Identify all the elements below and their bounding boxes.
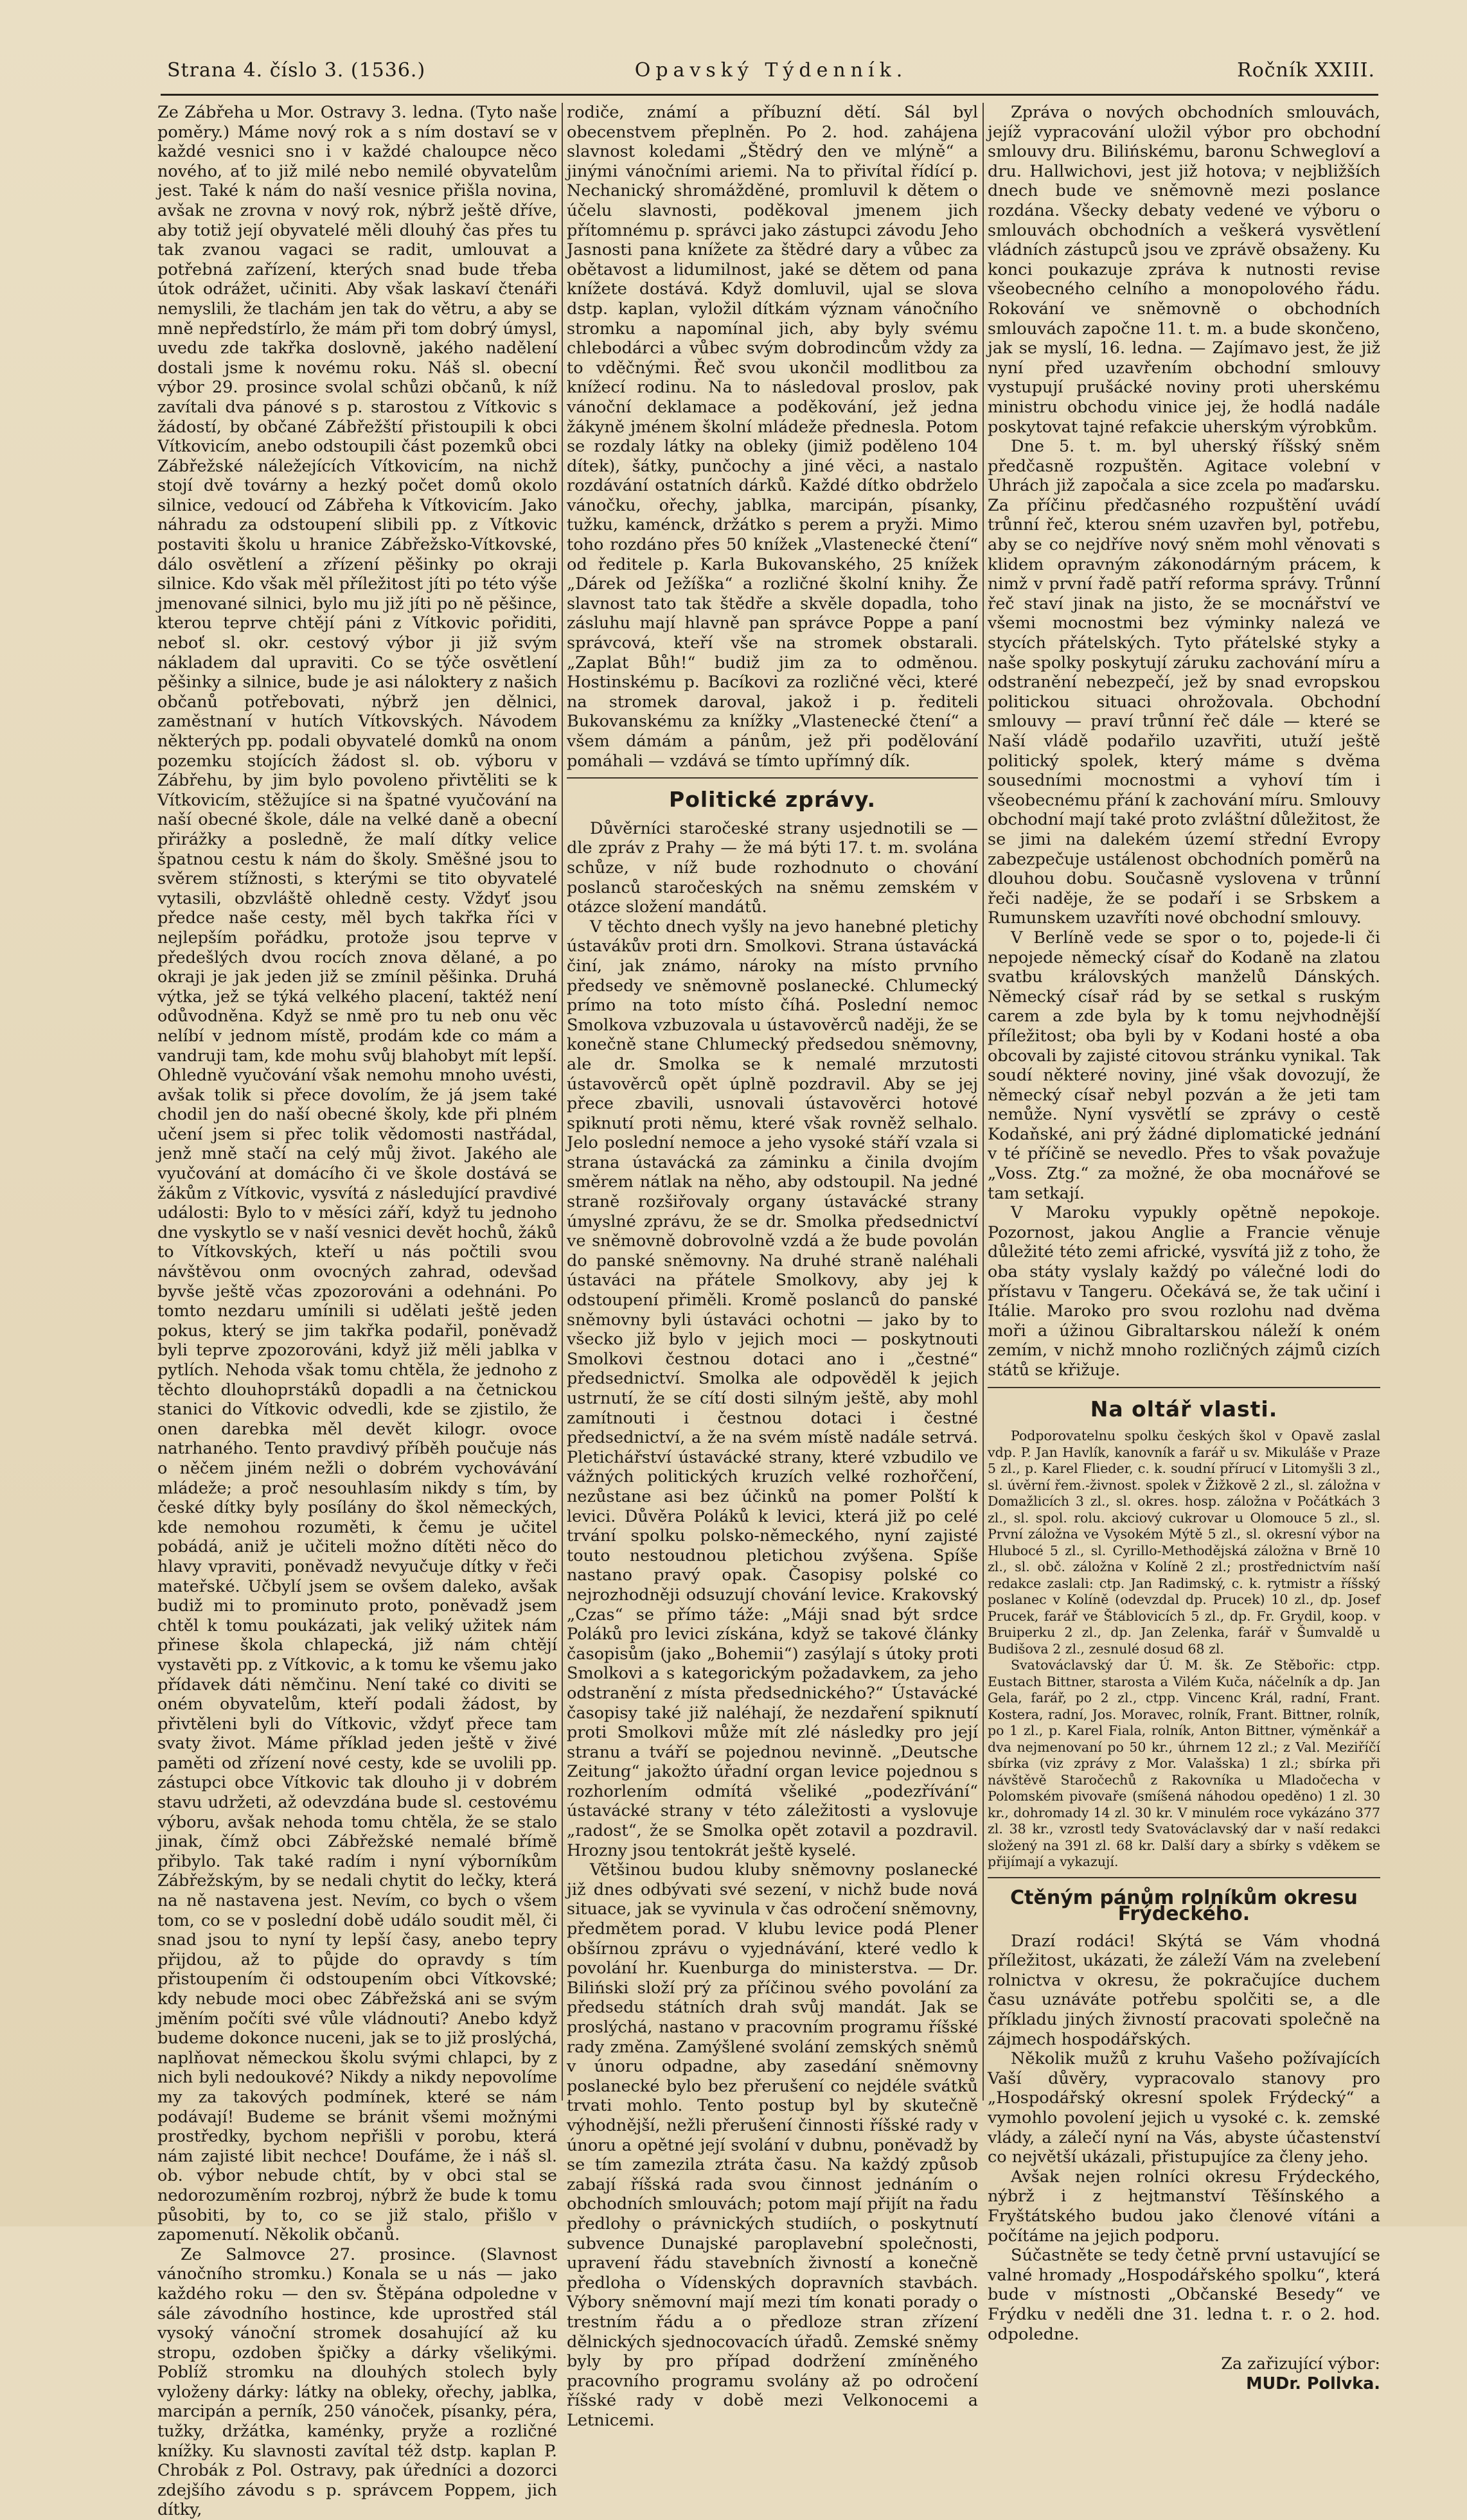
appeal-paragraph-4: Súčastněte se tedy četně první ustavující se valné hromady „Hospodářského spolku“, která bude v místnosti „Občanské Besedy“ ve Frýdku v neděli dne 31. ledna t. r. o 2. hod. odpoledne. [988,2246,1380,2344]
donations-list: Podporovatelnu spolku českých škol v Opavě zaslal vdp. P. Jan Havlík, kanovník a farář u sv. Mikuláše v Praze 5 zl., p. Karel Flieder, c. k. soudní přírucí v Litomyšli 3 zl., sl. úvěrní řem.-živnost. spolek v Žižkově 2 zl., sl. záložna v Domažlicích 3 zl., sl. okres. hosp. záložna v Počátkách 3 zl., sl. spol. rolu. akciový cukrovar u Olomouce 5 zl., sl. První záložna ve Vysokém Mýtě 5 zl., sl. okresní výbor na Hlubocé 5 zl., sl. Cyrillo-Methodějská záložna v Brně 10 zl., sl. obč. záložna v Kolíně 2 zl.; prostřednictvím naší redakce zaslali: ctp. Jan Radimský, c. k. rytmistr a říšský poslanec v Kolíně (odevzdal dp. Prucek) 10 zl., dp. Josef Prucek, farář ve Štáblovicích 5 zl., dp. Fr. Grydil, koop. v Bruiperku 2 zl., dp. Jan Zelenka, farář v Šumvaldě u Budišova 2 zl., zesnulé dosud 68 zl. [988,1428,1380,1657]
header-masthead: Opavský Týdenník. [634,59,908,82]
appeal-paragraph-3: Avšak nejen rolníci okresu Frýdeckého, nýbrž i z hejtmanství Těšínského a Fryštátského budou jako členové vítáni a počítáme na jejich podporu. [988,2167,1380,2246]
section-title-politicke-zpravy: Politické zprávy. [669,787,876,813]
news-smolka: V těchto dnech vyšly na jevo hanebné pletichy ústavákův proti drn. Smolkovi. Strana ústavácká činí, jak známo, nároky na místo prvního předsedy ve sněmovně poslanecké. Chlumecký prímo na toto místo číhá. Poslední nemoc Smolkova vzbuzovala u ústavověrců naději, že se konečně stane Chlumecký předsedou sněmovny, ale dr. Smolka se k nemalé mrzutosti ústavověrců opět úplně pozdravil. Aby se jej přece zbavili, usnovali ústavověrci hotové spiknutí proti němu, které však rovněž selhalo. Jelo poslední nemoce a jeho vysoké stáří vzala si strana ústavácká za záminku a činila dvojím směrem nátlak na něho, aby odstoupil. Na jedné straně rozšiřovaly organy ústavácké strany úmyslné zprávu, že se dr. Smolka předsednictví ve sněmovně dobrovolně vzdá a že bude povolán do panské sněmovny. Na druhé straně naléhali ústaváci na přátele Smolkovy, aby jej k odstoupení přiměli. Kromě poslanců do panské sněmovny byli ústaváci ochotni — jako by to všecko již bylo v jejich moci — poskytnouti Smolkovi čestnou dotaci ano i „čestné“ předsednictví. Smolka ale odpověděl k jejich ustrnutí, že se cítí dosti silným ještě, aby mohl zamítnouti i čestnou dotaci i čestné předsednictví, a že na svém místě nadále setrvá. Pletichářství ústavácké strany, které vzbudilo ve vážných politických kruzích velké rozhořčení, nezůstane asi bez účinků na pomer Polští k levici. Důvěra Poláků k levici, která již po celé trvání spolku polsko-německého, nyní zajisté touto nestoudnou pletichou zvýšena. Spíše nastano pravý opak. Časopisy polské co nejrozhodněji odsuzují chování levice. Krakovský „Czas“ se přímo táže: „Máji snad být srdce Poláků pro levici získána, když se takové články časopisům (jako „Bohemii“) zasýlají s útoky proti Smolkovi a s kategorickým požadavkem, za jeho odstranění z místa předsednického?“ Ústavácké časopisy také již naléhají, že nezdaření spiknutí proti Smolkovi může mít zlé následky pro její stranu a tváří se pojednou nevinně. „Deutsche Zeitung“ jakožto úřadní organ levice pojednou s rozhorlením odmítá všeliké „podezřívání“ ústavácké strany v této záležitosti a vyslovuje „radost“, že se Smolka opět zotavil a pozdravil. Hrozny jsou tentokrát ještě kyselé. [567,917,978,1860]
news-maroko: V Maroku vypukly opětně nepokoje. Pozornost, jakou Anglie a Francie věnuje důležité této zemi africké, vysvítá již z toho, že oba státy vyslaly každý po válečné lodi do přístavu v Tangeru. Očekává se, že tak učiní i Itálie. Maroko pro svou rozlohu nad dvěma moři a úžinou Gibraltarskou náleží k oném zemím, v nichž mnoho rozličných zájmů cizích států se křižuje. [988,1203,1380,1380]
section-rule [988,1387,1380,1388]
page-header [167,59,1375,91]
section-rule [988,1877,1380,1878]
column-divider-1 [562,103,563,2101]
header-page-number: Strana 4. číslo 3. (1536.) [167,59,426,82]
news-kluby-snemovny: Většinou budou kluby sněmovny poslanecké již dnes odbývati své sezení, v nichž bude nová situace, jak se vyvinula v čas odročení sněmovny, předmětem porad. V klubu levice podá Plener obšírnou zprávu o vyjednávání, které vedlo k povolání hr. Kuenburga do ministerstva. — Dr. Biliński složí prý za příčinou svého povolání za předsedu státních drah svůj mandát. Jak se proslýchá, nastano v pracovním programu říšské rady změna. Zamýšlené svolání zemských sněmů v únoru odpadne, aby zasedání sněmovny poslanecké bylo bez přerušení co nejdéle svátků trvati mohlo. Tento postup byl by skutečně výhodnější, nežli přerušení činnosti říšské rady v únoru a opětné její svolání v dubnu, poněvadž by se tím zamezila ztráta času. Na každý způsob zabají říšská rada svou činnost jednáním o obchodních smlouvách; potom mají přijít na řadu předlohy o právnických studiích, o poskytnutí subvence Dunajské paroplavební společnosti, upravení řádu stavebních živností a konečně předloha o Vídenských dopravních stavbách. Výbory sněmovní mají mezi tím konati porady o trestním řádu a o předloze stran zřízení dělnických sjednocovacích úřadů. Zemské sněmy byly by pro případ dodržení zmíněného pracovního programu svolány až po odročení říšské rady v době mezi Velkonocemi a Letnicemi. [567,1860,978,2430]
section-title-na-oltar-vlasti: Na oltář vlasti. [1090,1396,1278,1422]
header-volume: Ročník XXIII. [1237,59,1375,82]
column-2 [567,103,978,2430]
news-staroceska-strana: Důvěrníci staročeské strany usjednotili se — dle zpráv z Prahy — že má býti 17. t. m. svolána schůze, v níž bude rozhodnuto o chování poslanců staročeských na sněmu zemském v otázce složení mandátů. [567,818,978,917]
donations-svatovaclavsky-dar: Svatováclavský dar Ú. M. šk. Ze Stěbořic: ctpp. Eustach Bittner, starosta a Vilém Kuča, náčelník a dp. Jan Gela, farář, po 2 zl., ctpp. Vincenc Král, radní, Frant. Kostera, radní, Jos. Moravec, rolník, Frant. Bittner, rolník, po 1 zl., p. Karel Fiala, rolník, Anton Bittner, výměnkář a dva nejmenovaní po 50 kr., úhrnem 12 zl.; z Val. Meziříčí sbírka (viz zprávy z Mor. Valašska) 1 zl.; sbírka při návštěvě Staročechů z Rakovníka u Mladočecha v Polomském pivovaře (smíšená náhodou opeděno) 1 zl. 30 kr., dohromady 14 zl. 30 kr. V minulém roce vykázáno 377 zl. 38 kr., vzrostl tedy Svatováclavský dar v naší redakci složený na 391 zl. 68 kr. Další dary a sbírky s vděkem se přijímají a vykazují. [988,1657,1380,1870]
signature-committee: Za zařizující výbor: [1221,2354,1380,2374]
section-title-rolnikum: Ctěným pánům rolníkům okresu Frýdeckého. [1010,1886,1358,1926]
appeal-paragraph-1: Drazí rodáci! Skýtá se Vám vhodná příležitost, ukázati, že záleží Vám na zvelebení rolnictva v okresu, že pokračujíce duchem času uznáváte potřebu spolčiti se, a dle příkladu jiných živností pracovati společně na zájmech hospodářských. [988,1931,1380,2049]
column-divider-2 [982,103,984,2101]
section-rule [567,777,978,779]
news-uhersky-snem: Dne 5. t. m. byl uherský říšský sněm předčasně rozpuštěn. Agitace volební v Uhrách již započala a sice zcela po maďarsku. Za příčinu předčasného rozpuštění uvádí trůnní řeč, kterou sném uzavřen byl, potřebu, aby se co nejdříve nový sněm mohl věnovati s klidem opravným zákonodárným prácem, k nimž v první řadě patří reforma správy. Trůnní řeč staví jinak na jisto, že se mocnářství ve všemi mocnostmi bez výminky nalezá ve stycích přátelských. Tyto přátelské styky a naše spolky poskytují záruku zachování míru a odstranění nebezpečí, jež by snad evropskou politickou situaci ohrožovala. Obchodní smlouvy — praví trůnní řeč dále — které se Naší vládě podařilo uzavřiti, utuží ještě politický spolek, který máme s dvěma sousedními mocnostmi a vyhoví tím i všeobecnému přání k zachování míru. Smlouvy obchodní mají také proto zvláštní důležitost, že se jimi na dalekém území střední Evropy zabezpečuje ustálenost obchodních poměrů na dlouhou dobu. Současně vyslovena v trůnní řeči naděje, že se podaří i se Srbskem a Rumunskem uzavříti nové obchodní smlouvy. [988,437,1380,928]
news-berlin: V Berlíně vede se spor o to, pojede-li či nepojede německý císař do Kodaně na zlatou svatbu královských manželů Dánských. Německý císař rád by se setkal s ruským carem a zde byla by k tomu nejvhodnější příležitost; oba byli by v Kodani hosté a oba obcovali by zajisté citovou stránku vynikal. Tak soudí některé noviny, jiné však dovozují, že německý císař nebyl pozván a že jeti tam nemůže. Nyní vysvětlí se zprávy o cestě Kodaňské, ani prý žádné diplomatické jednání v té příčině se nevedlo. Přes to však považuje „Voss. Ztg.“ za možné, že oba mocnářové se tam setkají. [988,928,1380,1203]
header-rule [161,94,1378,96]
appeal-paragraph-2: Několik mužů z kruhu Vašeho požívajících Vaší důvěry, vypracovalo stanovy pro „Hospodářský okresní spolek Frýdecký“ a vymohlo povolení jejich u vysoké c. k. zemské vlády, a zálečí nyní na Vás, abyste účastenství co největší ukázali, přistupujíce za členy jeho. [988,2049,1380,2167]
news-obchodni-smlouvy: Zpráva o nových obchodních smlouvách, jejíž vypracování uložil výbor pro obchodní smlouvy dru. Bilińskému, baronu Schwegloví a dru. Hallwichovi, jest již hotova; v nejbližších dnech bude ve sněmovně mezi poslance rozdána. Všecky debaty vedené ve výboru o smlouvách obchodních a veškerá vysvětlení vládních zástupců jsou ve zprávě obsaženy. Ku konci poukazuje zpráva k nutnosti revise všeobecného celního a monopolového řádu. Rokování ve sněmovně o obchodních smlouvách započne 11. t. m. a bude skončeno, jak se myslí, 16. ledna. — Zajímavo jest, že již nyní před uzavřením obchodní smlouvy vystupují prušácké noviny proti uherskému ministru obchodu vinice jej, že hodlá nadále poskytovat tajné refakcie uherským výrobkům. [988,103,1380,437]
article-salmovec: Ze Salmovce 27. prosince. (Slavnost vánočního stromku.) Konala se u nás — jako každého roku — den sv. Štěpána odpoledne v sále závodního hostince, kde uprostřed stál vysoký vánoční stromek dosahující až ku stropu, ozdoben špičky a dárky všelikými. Poblíž stromku na dlouhých stolech byly vyloženy dárky: látky na obleky, ořechy, jablka, marcipán a perník, 250 vánoček, písanky, péra, tužky, držátka, kaménky, pryže a rozličné knížky. Ku slavnosti zavítal též dstp. kaplan P. Chrobák z Pol. Ostravy, pak úředníci a dozorci zdejšího závodu s p. správcem Poppem, jich dítky, [157,2244,557,2520]
column-3 [988,103,1380,2393]
signature-name: MUDr. Pollvka. [1246,2374,1380,2393]
article-zabreh: Ze Zábřeha u Mor. Ostravy 3. ledna. (Tyto naše poměry.) Máme nový rok a s ním dostaví se v každé vesnici sno i v každé chaloupce něco nového, ať to již milé nebo nemilé obyvatelům jest. Také k nám do naší vesnice přišla novina, avšak ne zrovna v nový rok, nýbrž ještě dříve, aby totiž její obyvatelé měli dlouhý čas přes tu tak zvanou vagaci se radit, umlouvat a potřebná zařízení, kterých snad bude třeba útok odrážet, učiniti. Aby však laskaví čtenáři nemyslili, že tlachám jen tak do větru, a aby se mně nepředstírlo, že mám při tom dobrý úmysl, uvedu zde takřka doslovně, jakého nadělení dostali jsme k novému roku. Náš sl. obecní výbor 29. prosince svolal schůzi občanů, k níž zavítali dva pánové s p. starostou z Vítkovic s žádostí, by občané Zábřežští přistoupili k obci Vítkovicím, anebo odstoupili část pozemků obci Zábřežské náležejících Vítkovicím, na nichž stojí dvě továrny a hezký počet domů okolo silnice, vedoucí od Zábřeha k Vítkovicím. Jako náhradu za odstoupení slibili pp. z Vítkovic postaviti školu u hranice Zábřežsko-Vítkovské, dálo osvětlení a zřízení pěšinky po okraji silnice. Kdo však měl příležitost jíti po této výše jmenované silnici, bylo mu již jíti po ně pěšince, kterou teprve chtějí páni z Vítkovic pořiditi, neboť sl. okr. cestový výbor ji již svým nákladem dal upraviti. Co se týče osvětlení pěšinky a silnice, bude je asi náloktery z našich občanů potřebovati, nýbrž jen dělnici, zaměstnaní v hutích Vítkovských. Návodem některých pp. podali obyvatelé domků na onom pozemku stojících žádost sl. ob. výboru v Zábřehu, by jim bylo povoleno přivtěliti se k Vítkovicím, stěžujíce si na špatné vyučování na naší obecné škole, dále na velké daně a obecní přirážky a posledně, že malí dítky velice špatnou cestu k nám do školy. Směšné jsou to svěrem stížnosti, s kterými se tito obyvatelé vytasili, obzvláště ohledně cesty. Vždyť jsou předce naše cesty, měl bych takřka říci v nejlepším pořádku, protože jsou teprve v předešlých dvou rocích znova dělané, a po okraji je jak jeden již se zmínil pěšinka. Druhá výtka, jež se týká velkého placení, taktéž není odůvodněna. Když se nmě pro tu neb onu věc nelíbí v jednom místě, prodám kde co mám a vandruji tam, kde mohu svůj blahobyt mít lepší. Ohledně vyučování však nemohu mnoho uvésti, avšak tolik si přece dovolím, že já jsem také chodil jen do naší obecné školy, kde při plném učení jsem si přec tolik vědomosti nastřádal, jenž mně stačí na celý můj život. Jakého ale vyučování at domácího či ve škole dostává se žákům z Vítkovic, vysvítá z následující pravdivé události: Bylo to v měsíci září, když tu jednoho dne vyskytlo se v naší vesnici devět hochů, žáků to Vítkovských, kteří u nás počtili svou návštěvou onm ovocných zahrad, odevšad byvše ještě včas zpozorováni a odehnáni. Po tomto nezdaru umínili si udělati ještě jeden pokus, který se jim takřka podařil, poněvadž byli teprve zpozorováni, když již měli jablka v pytlích. Nehoda však tomu chtěla, že jednoho z těchto dlouhoprstáků dopadli a na četnickou stanici do Vítkovic odvedli, kde se zjistilo, že onen darebka měl devět kilogr. ovoce natrhaného. Tento pravdivý příběh poučuje nás o něčem jiném nežli o dobrém vychovávání mládeže; a proč nesouhlasím nikdy s tím, by české dítky byly posílány do škol německých, kde nemohou rozuměti, k čemu je učitel pobádá, aniž je učiteli možno dítěti něco do hlavy vpraviti, poněvadž nevyučuje dítky v řeči mateřské. Učbylí jsem se ovšem daleko, avšak budiž mi to prominuto proto, poněvadž jsem chtěl k tomu poukázati, jak veliký užitek nám přinese škola chlapecká, již nám chtějí vystavěti pp. z Vítkovic, a k tomu ke všemu jako přídavek dáti němčinu. Není také co diviti se oném obyvatelům, kteří podali žádost, by přivtěleni byli do Vítkovic, vždyť přece tam svaty život. Máme příklad jeden ještě v živé paměti od zřízení nové cesty, kde se uvolili pp. zástupci obce Vítkovic tak dlouho ji v dobrém stavu udržeti, až odevzdána bude sl. cestovému výboru, avšak nehoda tomu chtěla, že se stalo jinak, čímž obci Zábřežské nemalé břímě přibylo. Tak také radím i nyní výborníkům Zábřežským, by se nedali chytit do lečky, která na ně nastavena jest. Nevím, co bych o všem tom, co se v poslední době událo soudit měl, či snad jsou to nyní ty lepší časy, anebo tepry přijdou, až to půjde do opravdy s tím přistoupením či odstoupením obci Vítkovské; kdy nebude moci obec Zábřežská ani se svým jměním počíti své vůle vládnouti? Anebo když budeme dokonce nuceni, jak se to již proslýchá, naplňovat německou školu svými chlapci, by z nich byli nedoukové? Nikdy a nikdy nepovolíme my za takových podmínek, které se nám podávají! Budeme se bránit všemi možnými prostředky, bychom nepřišli v porobu, která nám zajisté libit nechce! Doufáme, že i náš sl. ob. výbor nebude chtít, by v obci stal se nedorozuměním rozbroj, nýbrž že bude k tomu působiti, by to, co se již stalo, přišlo v zapomenutí. Několik občanů. [157,103,557,2245]
column-1 [157,103,557,2520]
article-salmovec-continued: rodiče, známí a příbuzní dětí. Sál byl obecenstvem přeplněn. Po 2. hod. zahájena slavnost koledami „Štědrý den ve mlýně“ a jinými vánočními ariemi. Na to přivítal řídící p. Nechanický shromážděné, promluvil k dětem o účelu slavnosti, poděkoval jmenem jich přítomnému p. správci jako zástupci závodu Jeho Jasnosti pana knížete za štědré dary a vůbec za obětavost a lidumilnost, jaké se dětem od pana knížete dostává. Když domluvil, ujal se slova dstp. kaplan, vyložil dítkám význam vánočního stromku a napomínal jich, aby byly svému chlebodárci a vůbec svým dobrodincům vždy za to vděčnými. Řeč svou ukončil modlitbou za knížecí rodinu. Na to následoval proslov, pak vánoční deklamace a poděkování, jež jedna žákyně jménem školní mládeže přednesla. Potom se rozdaly látky na obleky (jimiž poděleno 104 dítek), šátky, punčochy a jiné věci, a nastalo rozdávání ostatních dárků. Každé dítko obdrželo vánočku, ořechy, jablka, marcipán, písanky, tužku, kaménck, držátko s perem a pryži. Mimo toho rozdáno přes 50 knížek „Vlastenecké čtení“ od ředitele p. Karla Bukovanského, 25 knížek „Dárek od Ježíška“ a rozličné školní knihy. Že slavnost tato tak štědře a skvěle dopadla, toho zásluhu mají hlavně pan správce Poppe a paní správcová, kteří vše na stromek obstarali. „Zaplat Bůh!“ budiž jim za to odměnou. Hostinskému p. Bacíkovi za rozličné věci, které na stromek daroval, jakož i p. řediteli Bukovanskému za knížky „Vlastenecké čtení“ a všem dámám a pánům, jež při podělování pomáhali — vzdává se tímto upřímný dík. [567,103,978,771]
